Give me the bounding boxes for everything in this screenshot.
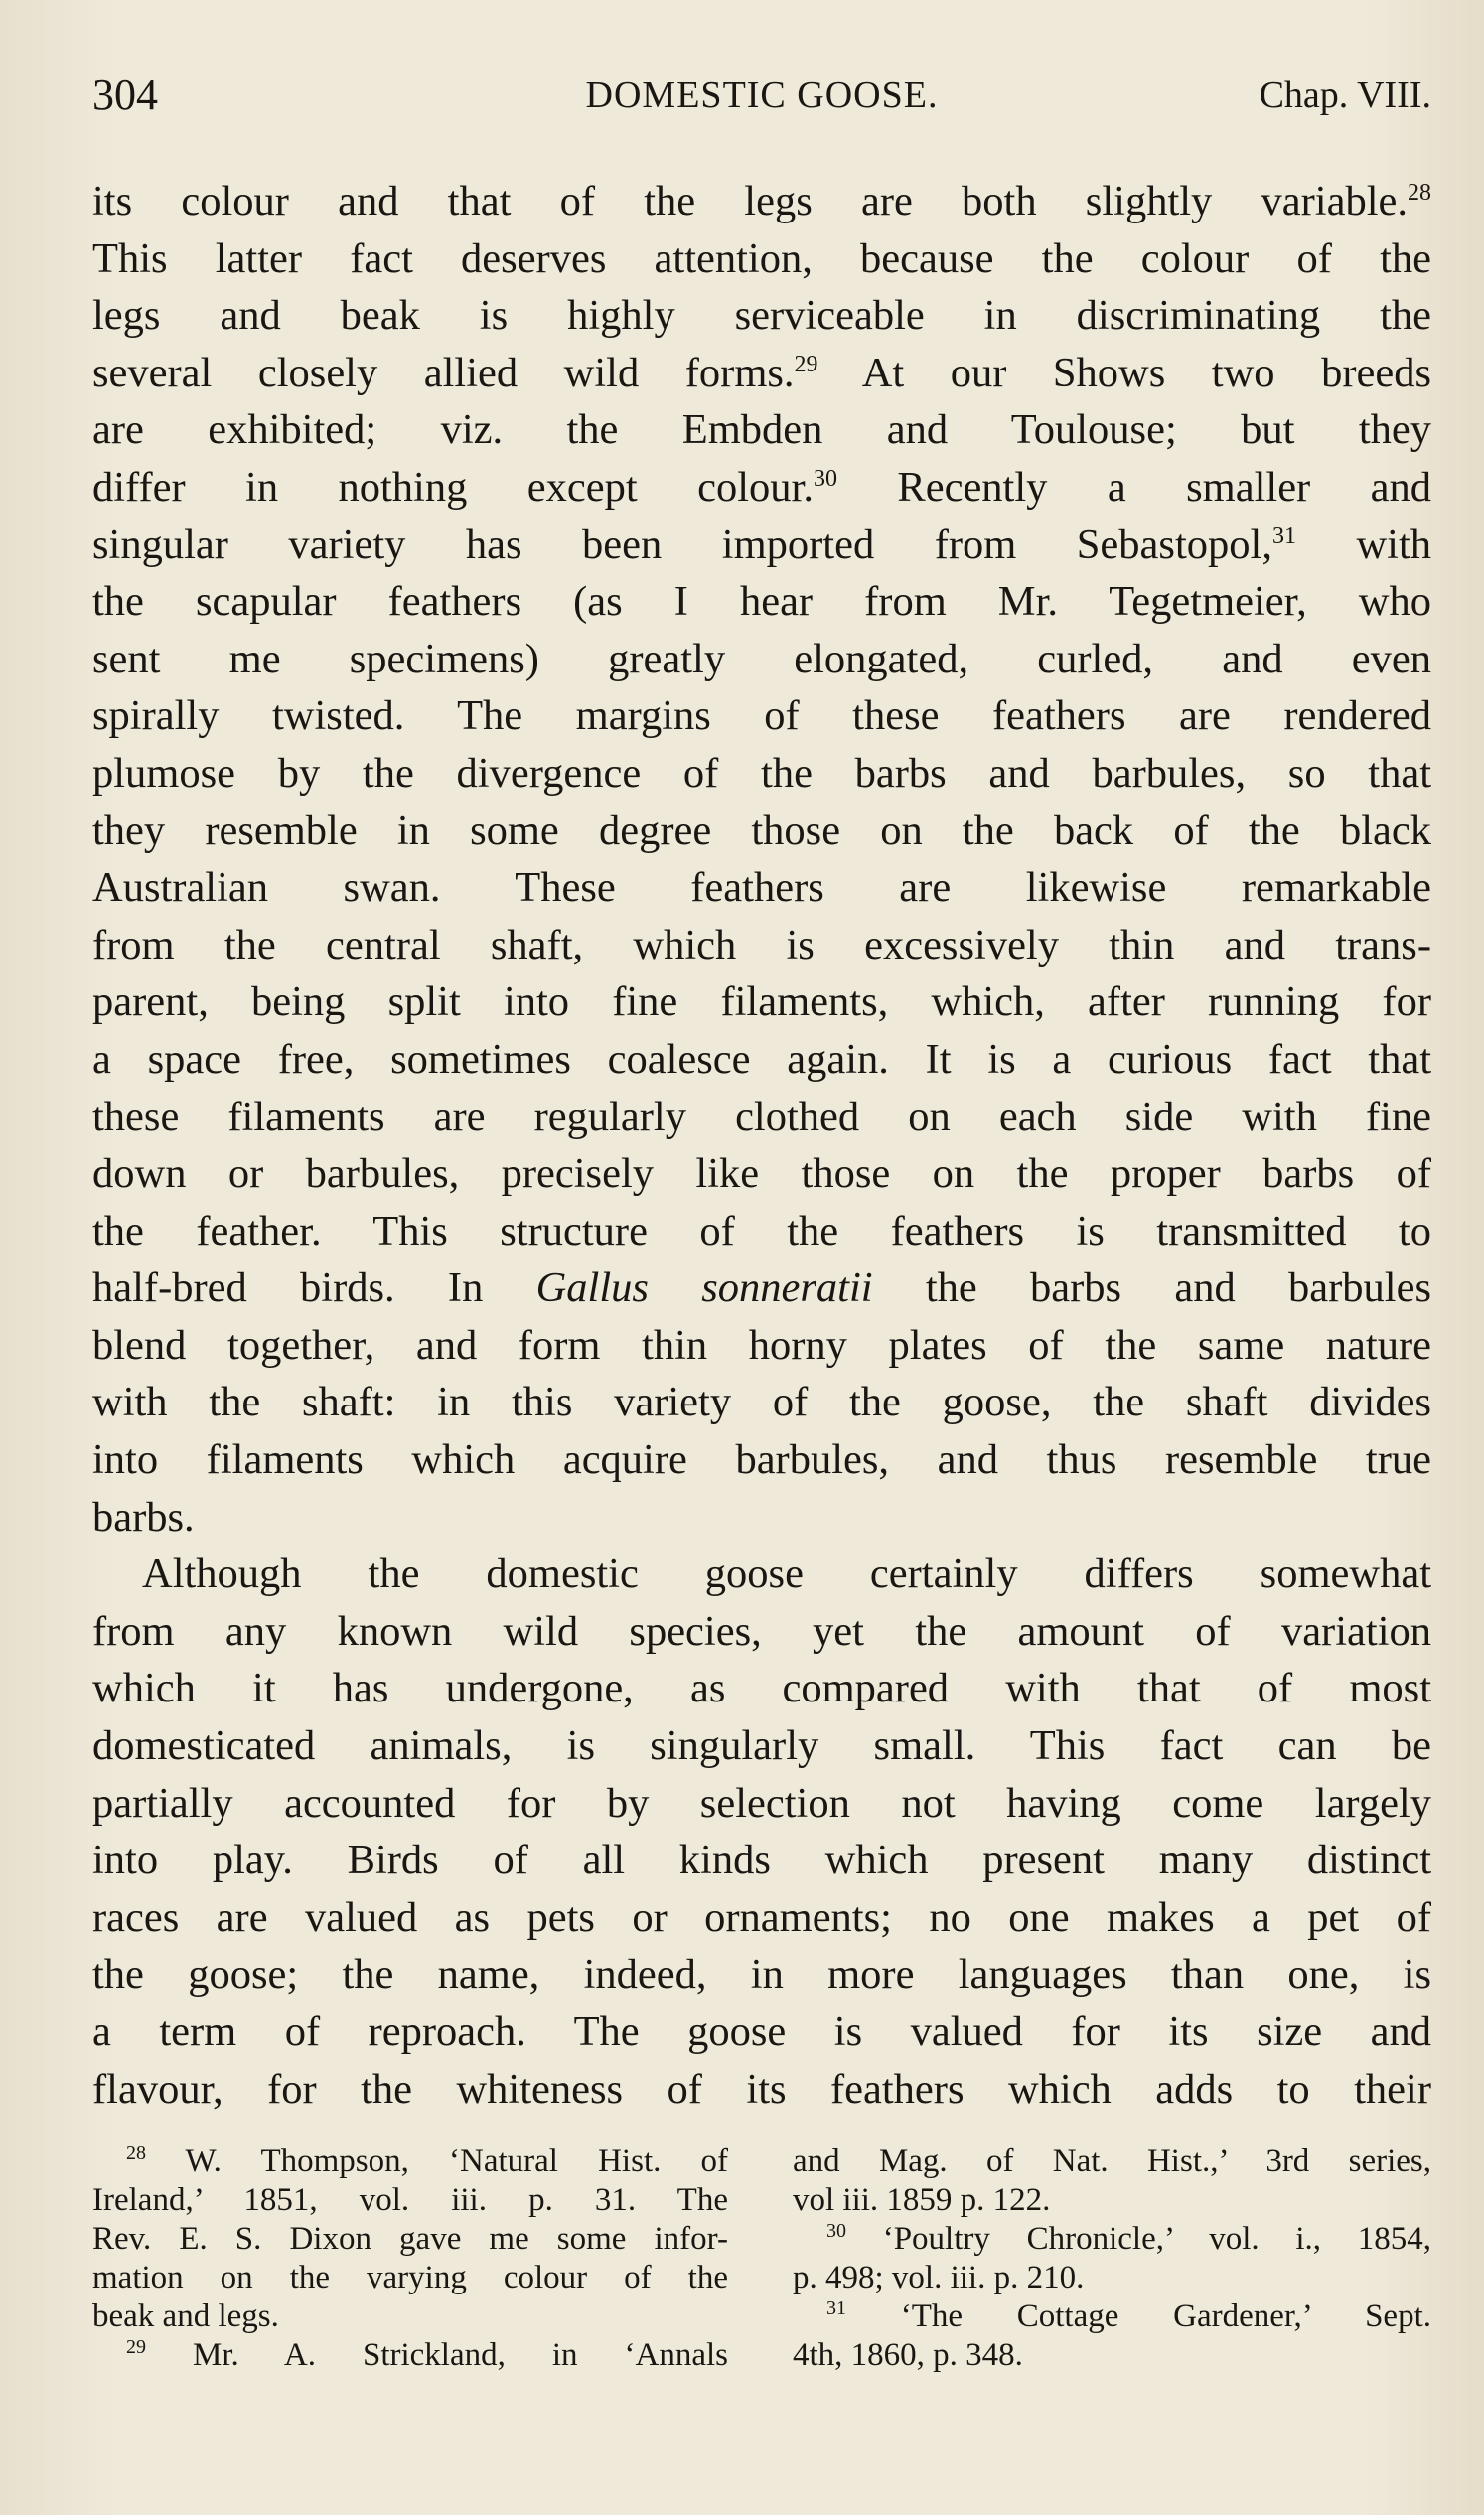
body-line [92, 631, 1431, 688]
footnote-marker: 29 [794, 351, 818, 377]
italic-species-name: Gallus sonneratii [535, 1264, 873, 1312]
footnote-line [92, 2336, 728, 2375]
footnote-marker: 30 [813, 465, 837, 492]
text-segment: barbs. [92, 1493, 195, 1541]
text-segment: into filaments which acquire barbules, and thus resemble true [92, 1436, 1431, 1484]
body-line [92, 1717, 1431, 1775]
text-segment: 4th, 1860, p. 348. [793, 2337, 1023, 2373]
body-line [92, 287, 1431, 345]
page-number: 304 [92, 71, 158, 119]
body-line [92, 517, 1431, 574]
body-line [92, 1775, 1431, 1833]
text-segment: ‘Poultry Chronicle,’ vol. i., 1854, [846, 2221, 1431, 2257]
body-line [92, 1031, 1431, 1089]
text-segment: they resemble in some degree those on the back of the black [92, 807, 1431, 854]
footnote-line [92, 2181, 728, 2220]
body-line [92, 573, 1431, 631]
body-line [92, 345, 1431, 402]
text-segment: the feather. This structure of the feathers is transmitted to [92, 1207, 1431, 1255]
footnote-marker: 28 [1408, 179, 1431, 206]
text-segment: domesticated animals, is singularly small. This fact can be [92, 1722, 1431, 1770]
footnotes-right-column [793, 2143, 1431, 2375]
text-segment: are exhibited; viz. the Embden and Toulouse; but they [92, 406, 1431, 454]
text-segment: p. 498; vol. iii. p. 210. [793, 2260, 1085, 2295]
body-line [92, 973, 1431, 1031]
text-segment: beak and legs. [92, 2298, 279, 2334]
text-segment: ‘The Cottage Gardener,’ Sept. [846, 2298, 1431, 2334]
text-segment: races are valued as pets or ornaments; no one makes a pet of [92, 1893, 1431, 1941]
chapter-label: Chap. VIII. [1259, 74, 1431, 116]
text-segment: the barbs and barbules [872, 1264, 1431, 1312]
text-segment: differ in nothing except colour. [92, 463, 814, 511]
footnote-line [92, 2297, 728, 2336]
text-segment: mation on the varying colour of the [92, 2260, 728, 2295]
text-segment: its colour and that of the legs are both slightly variable. [92, 178, 1408, 224]
running-title: DOMESTIC GOOSE. [585, 74, 939, 116]
footnote-marker: 31 [1271, 522, 1296, 549]
text-segment: and Mag. of Nat. Hist.,’ 3rd series, [793, 2144, 1431, 2179]
body-text [92, 173, 1431, 2118]
text-segment: vol iii. 1859 p. 122. [793, 2182, 1051, 2218]
text-segment: which it has undergone, as compared with that of most [92, 1665, 1431, 1712]
body-line [92, 1317, 1431, 1375]
text-segment: the scapular feathers (as I hear from Mr. Tegetmeier, who [92, 578, 1431, 626]
text-segment: a term of reproach. The goose is valued for its size and [92, 2008, 1431, 2055]
footnote-marker: 30 [826, 2220, 846, 2242]
footnote-marker: 28 [126, 2143, 146, 2164]
body-line [92, 230, 1431, 288]
body-line [92, 1946, 1431, 2003]
text-segment: plumose by the divergence of the barbs and barbules, so that [92, 749, 1431, 797]
body-line [92, 803, 1431, 860]
footnote-line [793, 2259, 1431, 2297]
footnote-line [92, 2220, 728, 2259]
text-segment: Ireland,’ 1851, vol. iii. p. 31. The [92, 2182, 728, 2218]
text-segment: Recently a smaller and [836, 463, 1431, 511]
text-segment: into play. Birds of all kinds which present many distinct [92, 1837, 1431, 1884]
body-line [92, 859, 1431, 917]
footnote-line [793, 2220, 1431, 2259]
body-line [92, 687, 1431, 745]
body-line [92, 1889, 1431, 1947]
text-segment: with the shaft: in this variety of the goose, the shaft divides [92, 1379, 1431, 1426]
body-line [92, 1089, 1431, 1146]
body-line [92, 2061, 1431, 2119]
text-segment: Rev. E. S. Dixon gave me some infor- [92, 2221, 728, 2257]
body-line [92, 1145, 1431, 1203]
body-line [92, 1203, 1431, 1260]
text-segment: partially accounted for by selection not having come largely [92, 1779, 1431, 1827]
running-header [92, 70, 1431, 129]
footnote-marker: 31 [826, 2297, 846, 2319]
text-segment: parent, being split into fine filaments, which, after running for [92, 978, 1431, 1026]
footnote-line [793, 2297, 1431, 2336]
body-line [92, 401, 1431, 459]
body-line [92, 917, 1431, 974]
body-line [92, 745, 1431, 803]
footnote-line [793, 2336, 1431, 2375]
text-segment: flavour, for the whiteness of its feathers which adds to their [92, 2065, 1431, 2113]
footnote-line [793, 2143, 1431, 2181]
body-line [92, 459, 1431, 517]
body-line [92, 1374, 1431, 1431]
text-segment: the goose; the name, indeed, in more languages than one, is [92, 1951, 1431, 1998]
body-line [92, 1660, 1431, 1717]
body-line [92, 1546, 1431, 1603]
text-segment: several closely allied wild forms. [92, 349, 795, 396]
text-segment: W. Thompson, ‘Natural Hist. of [146, 2144, 728, 2179]
body-line [92, 1489, 1431, 1547]
text-segment: down or barbules, precisely like those on the proper barbs of [92, 1150, 1431, 1198]
body-line [92, 1832, 1431, 1889]
text-segment: a space free, sometimes coalesce again. It is a curious fact that [92, 1035, 1431, 1083]
body-line [92, 173, 1431, 230]
text-segment: Although the domestic goose certainly differs somewhat [142, 1551, 1431, 1598]
text-segment: half-bred birds. In [92, 1264, 536, 1312]
text-segment: from any known wild species, yet the amount of variation [92, 1607, 1431, 1655]
text-segment: with [1295, 520, 1431, 568]
text-segment: legs and beak is highly serviceable in discriminating the [92, 292, 1431, 340]
footnote-line [92, 2143, 728, 2181]
text-segment: At our Shows two breeds [817, 349, 1431, 396]
text-segment: blend together, and form thin horny plates of the same nature [92, 1321, 1431, 1369]
text-segment: from the central shaft, which is excessively thin and trans- [92, 921, 1431, 968]
footnotes-left-column [92, 2143, 728, 2375]
text-segment: sent me specimens) greatly elongated, curled, and even [92, 635, 1431, 682]
text-segment: Australian swan. These feathers are likewise remarkable [92, 864, 1431, 912]
footnote-line [793, 2181, 1431, 2220]
body-line [92, 1431, 1431, 1489]
text-segment: spirally twisted. The margins of these feathers are rendered [92, 692, 1431, 740]
text-segment: singular variety has been imported from Sebastopol, [92, 520, 1272, 568]
footnote-marker: 29 [126, 2336, 146, 2358]
body-line [92, 1603, 1431, 1661]
body-line [92, 2003, 1431, 2061]
footnote-line [92, 2259, 728, 2297]
body-line [92, 1259, 1431, 1317]
text-segment: Mr. A. Strickland, in ‘Annals [146, 2337, 728, 2373]
text-segment: these filaments are regularly clothed on each side with fine [92, 1093, 1431, 1140]
text-segment: This latter fact deserves attention, because the colour of the [92, 234, 1431, 282]
